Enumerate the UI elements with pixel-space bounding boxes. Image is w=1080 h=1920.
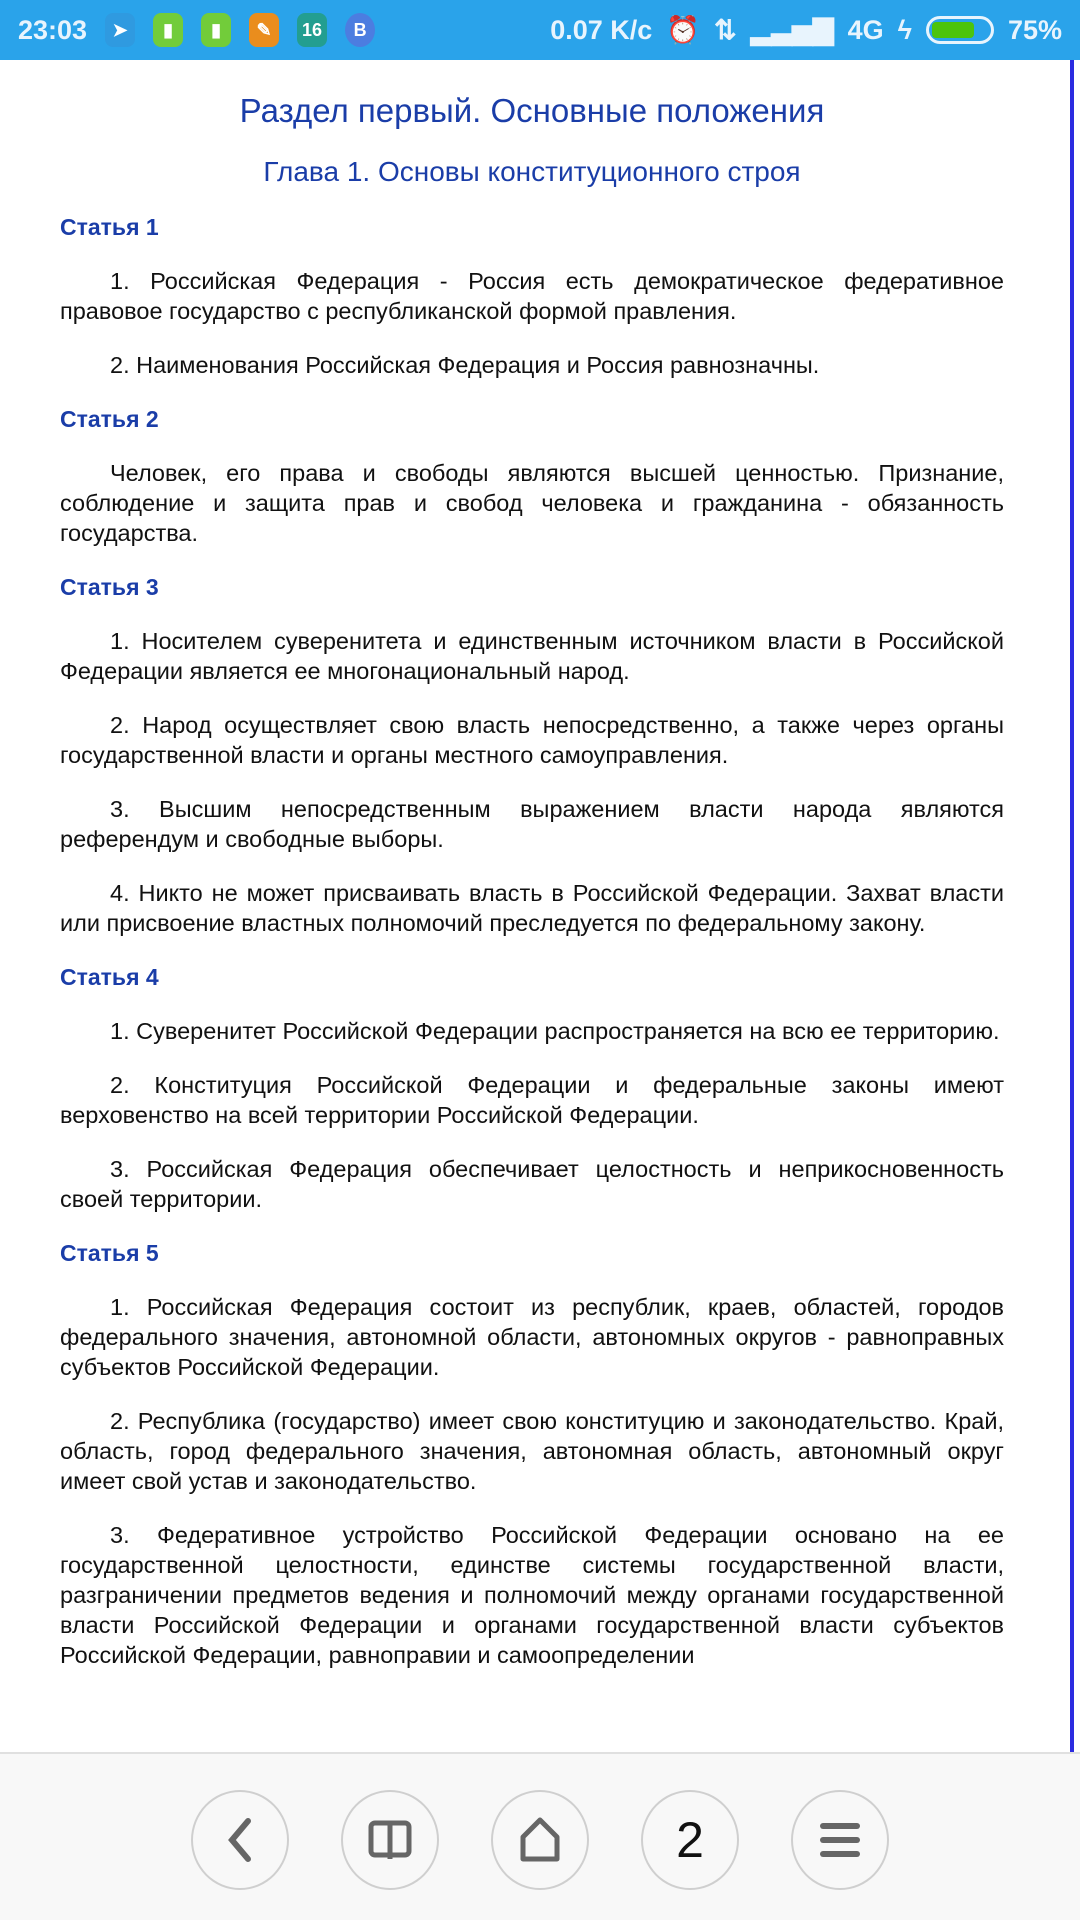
battery-app-icon: ▮ <box>153 13 183 47</box>
article-title: Статья 2 <box>60 406 159 432</box>
article-title: Статья 3 <box>60 574 159 600</box>
menu-button[interactable] <box>791 1790 889 1890</box>
article-paragraph: 2. Конституция Российской Федерации и федеральные законы имеют верховенство на всей территории Российской Федерации. <box>60 1072 1004 1128</box>
scrollbar[interactable] <box>1070 60 1074 1752</box>
vk-icon: В <box>345 13 375 47</box>
article-paragraph: 1. Российская Федерация состоит из республик, краев, областей, городов федерального значения, автономной области, автономных округов - равноправных субъектов Российской Федерации. <box>60 1294 1004 1380</box>
chevron-left-icon <box>220 1815 260 1865</box>
article-paragraph: 1. Российская Федерация - Россия есть демократическое федеративное правовое государство с республиканской формой правления. <box>60 268 1004 324</box>
articles <box>60 212 1004 1670</box>
article-title: Статья 5 <box>60 1240 159 1266</box>
article-paragraph: 2. Республика (государство) имеет свою конституцию и законодательство. Край, область, город федерального значения, автономная область, автономный округ имеет свой устав и законодательство. <box>60 1408 1004 1494</box>
status-bar <box>0 0 1080 60</box>
clock: 23:03 <box>18 14 88 45</box>
battery-icon <box>926 16 994 44</box>
article-title: Статья 1 <box>60 214 159 240</box>
article-paragraph: 2. Народ осуществляет свою власть непосредственно, а также через органы государственной власти и органы местного самоуправления. <box>60 712 1004 768</box>
page-number: 2 <box>676 1812 704 1868</box>
charging-icon: ϟ <box>897 14 912 45</box>
contents-button[interactable] <box>341 1790 439 1890</box>
menu-icon <box>818 1818 862 1862</box>
alarm-icon: ⏰ <box>666 15 700 45</box>
calendar-16-icon: 16 <box>297 13 327 47</box>
home-icon <box>515 1815 565 1865</box>
network-speed: 0.07 K/c <box>550 14 653 45</box>
article-title: Статья 4 <box>60 964 159 990</box>
section-title: Раздел первый. Основные положения <box>239 92 825 129</box>
book-icon <box>365 1815 415 1865</box>
bottom-nav <box>0 1752 1080 1920</box>
article-paragraph: 2. Наименования Российская Федерация и Россия равнозначны. <box>110 352 820 378</box>
article-paragraph: 1. Носителем суверенитета и единственным источником власти в Российской Федерации является ее многонациональный народ. <box>60 628 1004 684</box>
back-button[interactable] <box>191 1790 289 1890</box>
home-button[interactable] <box>491 1790 589 1890</box>
broom-icon: ✎ <box>249 13 279 47</box>
data-transfer-icon: ⇅ <box>713 14 737 45</box>
document-content <box>0 60 1068 1752</box>
page-number-button[interactable] <box>641 1790 739 1890</box>
article-paragraph: 3. Российская Федерация обеспечивает целостность и неприкосновенность своей территории. <box>60 1156 1004 1212</box>
battery-app-icon: ▮ <box>201 13 231 47</box>
battery-percent: 75% <box>1007 14 1062 45</box>
article-paragraph: 1. Суверенитет Российской Федерации распространяется на всю ее территорию. <box>110 1018 1000 1044</box>
article-paragraph: 3. Высшим непосредственным выражением власти народа являются референдум и свободные выборы. <box>60 796 1004 852</box>
telegram-icon: ➤ <box>105 13 135 47</box>
network-type: 4G <box>847 14 884 45</box>
article-paragraph: Человек, его права и свободы являются высшей ценностью. Признание, соблюдение и защита прав и свобод человека и гражданина - обязанность государства. <box>60 460 1004 546</box>
chapter-title: Глава 1. Основы конституционного строя <box>263 156 801 187</box>
article-paragraph: 3. Федеративное устройство Российской Федерации основано на ее государственной целостности, единстве системы государственной власти, разграничении предметов ведения и полномочий между органами государственной власти Российской Федерации и органами государственной власти субъектов Российской Федерации, равноправии и самоопределении <box>60 1522 1004 1668</box>
signal-icon: ▂▃▅▇ <box>750 14 834 45</box>
article-paragraph: 4. Никто не может присваивать власть в Российской Федерации. Захват власти или присвоение властных полномочий преследуется по федеральному закону. <box>60 880 1004 936</box>
